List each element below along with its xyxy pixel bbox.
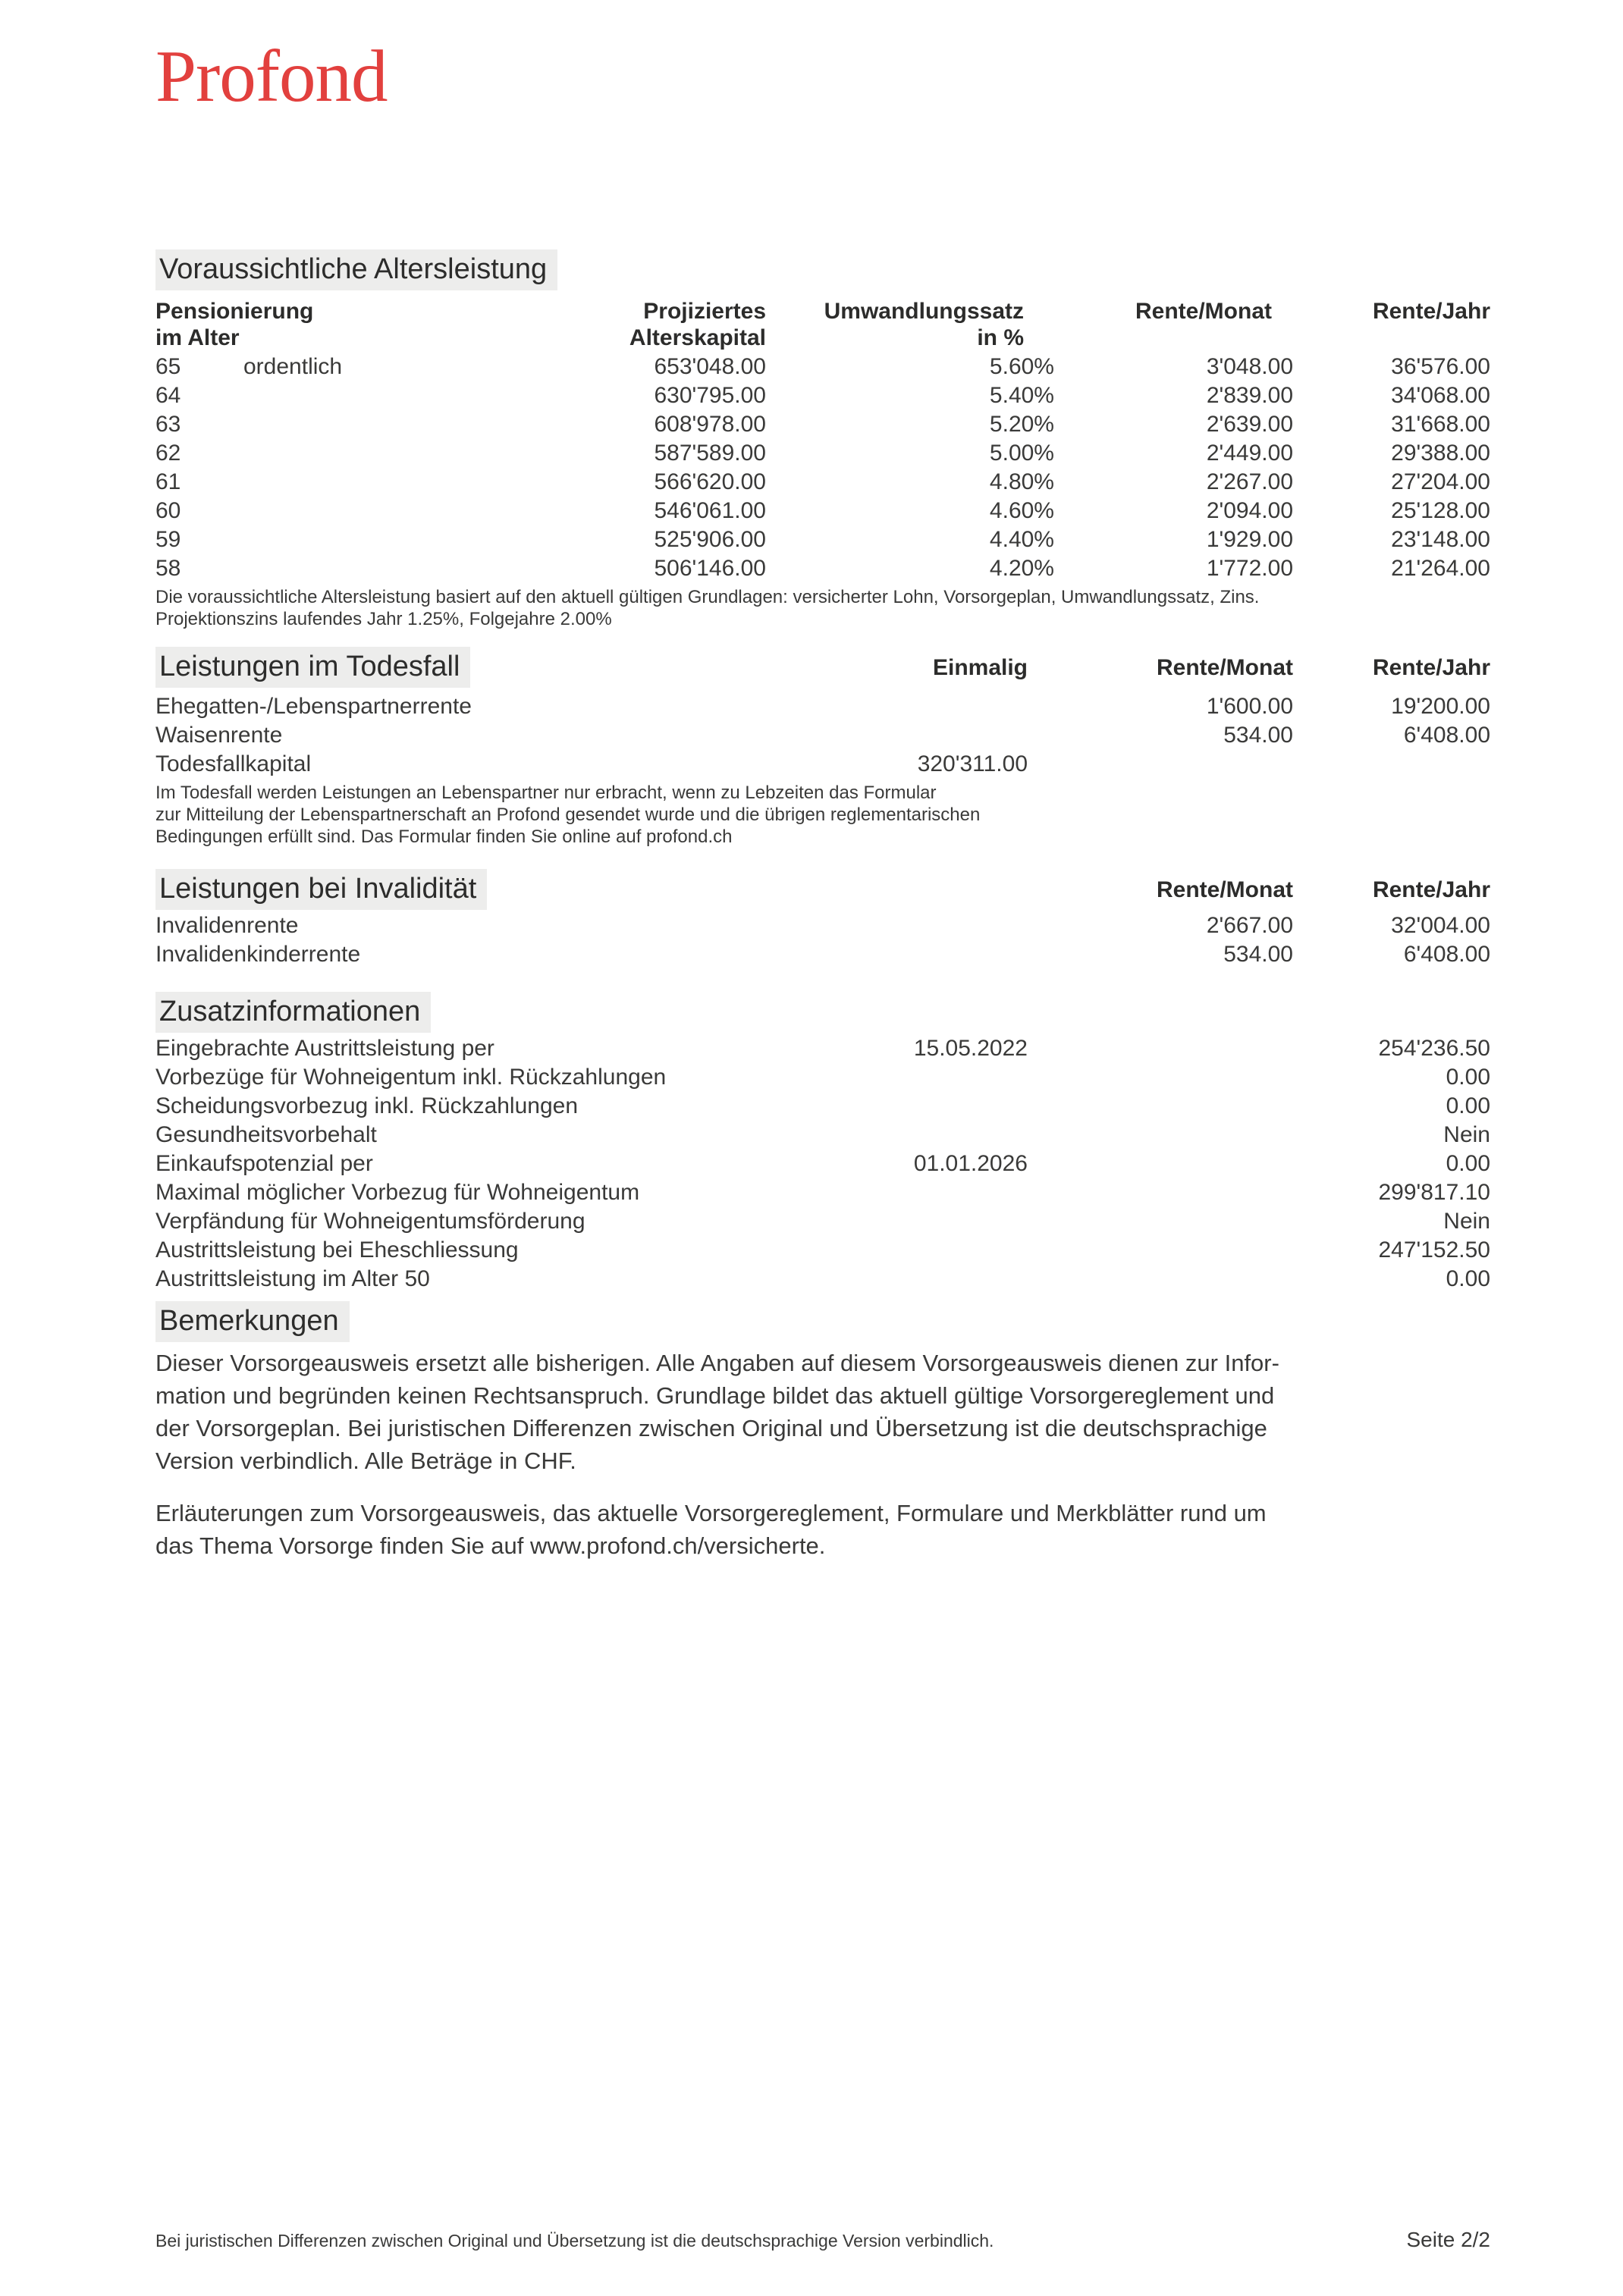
date-cell (766, 1063, 1028, 1092)
zusatzinformationen-row (155, 1178, 1490, 1207)
kapital-cell: 506'146.00 (654, 555, 766, 581)
value-cell: 254'236.50 (1378, 1035, 1490, 1061)
label-cell: Gesundheitsvorbehalt (155, 1121, 377, 1147)
section-title-bemerkungen: Bemerkungen (155, 1301, 350, 1342)
jahr-cell: 31'668.00 (1391, 411, 1490, 437)
section-todesfall (155, 647, 1490, 848)
todesfall-table-rows (155, 692, 1490, 779)
monat-cell: 2'839.00 (1206, 382, 1293, 408)
todesfall-header-row (155, 647, 1490, 688)
einmalig-cell: 320'311.00 (917, 751, 1028, 776)
footer-disclaimer: Bei juristischen Differenzen zwischen Original und Übersetzung ist die deutschsprachige Version verbindlich. (155, 2231, 994, 2251)
zusatzinformationen-table-rows (155, 1034, 1490, 1294)
note-cell (243, 468, 463, 497)
label-cell: Waisenrente (155, 722, 283, 748)
jahr-cell: 23'148.00 (1391, 526, 1490, 552)
altersleistung-table-rows (155, 353, 1490, 583)
satz-cell: 4.80% (989, 469, 1054, 494)
kapital-cell: 566'620.00 (654, 469, 766, 494)
monat-cell: 534.00 (1223, 722, 1293, 748)
value-cell: Nein (1443, 1121, 1490, 1147)
note-cell (243, 381, 463, 410)
label-cell: Eingebrachte Austrittsleistung per (155, 1035, 494, 1061)
monat-cell: 1'772.00 (1206, 555, 1293, 581)
monat-cell: 2'094.00 (1206, 497, 1293, 523)
altersleistung-row (155, 468, 1490, 497)
invaliditaet-row (155, 940, 1490, 969)
section-zusatzinformationen (155, 992, 1490, 1294)
footnote-line: Bedingungen erfüllt sind. Das Formular finden Sie online auf profond.ch (155, 826, 733, 847)
todesfall-row (155, 692, 1490, 721)
footnote-line: Die voraussichtliche Altersleistung basiert auf den aktuell gültigen Grundlagen: versicherter Lohn, Vorsorgeplan, Umwandlungssatz, Zins. (155, 586, 1260, 607)
zusatzinformationen-row (155, 1121, 1490, 1150)
zusatzinformationen-row (155, 1236, 1490, 1265)
jahr-cell: 21'264.00 (1391, 555, 1490, 581)
date-cell (766, 1178, 1028, 1207)
jahr-cell: 19'200.00 (1391, 693, 1490, 719)
label-cell: Ehegatten-/Lebenspartnerrente (155, 693, 472, 719)
kapital-cell: 525'906.00 (654, 526, 766, 552)
date-cell: 15.05.2022 (913, 1035, 1028, 1061)
note-cell (243, 410, 463, 439)
zusatzinformationen-row (155, 1034, 1490, 1063)
todesfall-row (155, 750, 1490, 779)
label-cell: Austrittsleistung im Alter 50 (155, 1266, 430, 1291)
jahr-cell: 25'128.00 (1391, 497, 1490, 523)
date-cell (766, 1092, 1028, 1121)
altersleistung-row (155, 381, 1490, 410)
header-rente-jahr: Rente/Jahr (1372, 298, 1490, 324)
note-cell (243, 497, 463, 525)
jahr-cell (1293, 750, 1490, 779)
monat-cell: 1'929.00 (1206, 526, 1293, 552)
kapital-cell: 653'048.00 (654, 353, 766, 379)
label-cell: Invalidenrente (155, 912, 299, 938)
footnote-line: Im Todesfall werden Leistungen an Lebenspartner nur erbracht, wenn zu Lebzeiten das Formular (155, 782, 937, 803)
altersleistung-row (155, 353, 1490, 381)
jahr-cell: 32'004.00 (1391, 912, 1490, 938)
page-footer (155, 2228, 1490, 2252)
zusatzinformationen-row (155, 1207, 1490, 1236)
value-cell: 0.00 (1446, 1093, 1490, 1118)
note-cell (243, 439, 463, 468)
jahr-cell: 36'576.00 (1391, 353, 1490, 379)
monat-cell: 3'048.00 (1206, 353, 1293, 379)
note-cell (243, 554, 463, 583)
header-rente-jahr: Rente/Jahr (1372, 654, 1490, 680)
note-cell: ordentlich (243, 353, 343, 379)
value-cell: 247'152.50 (1378, 1237, 1490, 1262)
paragraph-line: Dieser Vorsorgeausweis ersetzt alle bisherigen. Alle Angaben auf diesem Vorsorgeausweis dienen zur Infor- (155, 1349, 1279, 1376)
section-title-altersleistung: Voraussichtliche Altersleistung (155, 249, 557, 290)
kapital-cell: 630'795.00 (654, 382, 766, 408)
zusatzinformationen-row (155, 1265, 1490, 1294)
monat-cell: 2'449.00 (1206, 440, 1293, 466)
date-cell (766, 1207, 1028, 1236)
label-cell: Scheidungsvorbezug inkl. Rückzahlungen (155, 1093, 579, 1118)
note-cell (243, 525, 463, 554)
value-cell: 299'817.10 (1378, 1179, 1490, 1205)
zusatzinformationen-row (155, 1150, 1490, 1178)
altersleistung-row (155, 497, 1490, 525)
label-cell: Todesfallkapital (155, 751, 312, 776)
monat-cell: 2'267.00 (1206, 469, 1293, 494)
profond-logo: Profond (155, 36, 388, 117)
page-number: Seite 2/2 (1406, 2228, 1490, 2251)
footnote-line: zur Mitteilung der Lebenspartnerschaft an Profond gesendet wurde und die übrigen reglementarischen (155, 804, 981, 825)
monat-cell: 2'667.00 (1206, 912, 1293, 938)
monat-cell (1028, 750, 1293, 779)
invaliditaet-table-rows (155, 911, 1490, 969)
section-bemerkungen (155, 1301, 1490, 1562)
jahr-cell: 6'408.00 (1403, 722, 1490, 748)
jahr-cell: 6'408.00 (1403, 941, 1490, 967)
age-cell: 63 (155, 411, 181, 437)
age-cell: 59 (155, 526, 181, 552)
age-cell: 62 (155, 440, 181, 466)
footnote-line: Projektionszins laufendes Jahr 1.25%, Folgejahre 2.00% (155, 608, 612, 629)
date-cell: 01.01.2026 (913, 1150, 1028, 1176)
monat-cell: 2'639.00 (1206, 411, 1293, 437)
date-cell (766, 1121, 1028, 1150)
paragraph-line: Version verbindlich. Alle Beträge in CHF. (155, 1447, 576, 1474)
zusatzinformationen-row (155, 1063, 1490, 1092)
altersleistung-row (155, 554, 1490, 583)
altersleistung-footnote (155, 586, 1490, 630)
satz-cell: 5.40% (989, 382, 1054, 408)
altersleistung-table-header (155, 298, 1490, 351)
label-cell: Maximal möglicher Vorbezug für Wohneigentum (155, 1179, 640, 1205)
header-rente-monat: Rente/Monat (1135, 298, 1272, 324)
section-title-invaliditaet: Leistungen bei Invalidität (155, 869, 487, 910)
label-cell: Verpfändung für Wohneigentumsförderung (155, 1208, 585, 1234)
header-rente-monat: Rente/Monat (1157, 877, 1293, 902)
einmalig-cell (766, 721, 1028, 750)
value-cell: 0.00 (1446, 1150, 1490, 1176)
jahr-cell: 29'388.00 (1391, 440, 1490, 466)
kapital-cell: 587'589.00 (654, 440, 766, 466)
einmalig-cell (766, 692, 1028, 721)
date-cell (766, 1265, 1028, 1294)
header-alterskapital: Projiziertes Alterskapital (629, 298, 766, 350)
satz-cell: 4.20% (989, 555, 1054, 581)
paragraph-line: der Vorsorgeplan. Bei juristischen Differenzen zwischen Original und Übersetzung ist die deutschsprachige (155, 1414, 1267, 1441)
section-title-todesfall: Leistungen im Todesfall (155, 647, 470, 688)
monat-cell: 534.00 (1223, 941, 1293, 967)
invaliditaet-header-row (155, 869, 1490, 910)
satz-cell: 5.00% (989, 440, 1054, 466)
section-title-zusatzinformationen: Zusatzinformationen (155, 992, 431, 1033)
age-cell: 60 (155, 497, 181, 523)
satz-cell: 5.60% (989, 353, 1054, 379)
altersleistung-row (155, 410, 1490, 439)
satz-cell: 5.20% (989, 411, 1054, 437)
value-cell: Nein (1443, 1208, 1490, 1234)
bemerkungen-paragraph-2 (155, 1497, 1490, 1562)
todesfall-row (155, 721, 1490, 750)
age-cell: 65 (155, 353, 181, 379)
altersleistung-row (155, 439, 1490, 468)
header-rente-monat: Rente/Monat (1157, 654, 1293, 680)
paragraph-line: mation und begründen keinen Rechtsanspruch. Grundlage bildet das aktuell gültige Vorsorgereglement und (155, 1382, 1275, 1409)
value-cell: 0.00 (1446, 1064, 1490, 1090)
section-invaliditaet (155, 869, 1490, 969)
header-pensionierung: Pensionierung im Alter (155, 298, 314, 350)
label-cell: Einkaufspotenzial per (155, 1150, 373, 1176)
paragraph-line: das Thema Vorsorge finden Sie auf www.profond.ch/versicherte. (155, 1532, 826, 1559)
zusatzinformationen-row (155, 1092, 1490, 1121)
invaliditaet-row (155, 911, 1490, 940)
label-cell: Invalidenkinderrente (155, 941, 361, 967)
altersleistung-row (155, 525, 1490, 554)
jahr-cell: 27'204.00 (1391, 469, 1490, 494)
header-umwandlungssatz: Umwandlungssatz in % (824, 298, 1024, 350)
jahr-cell: 34'068.00 (1391, 382, 1490, 408)
todesfall-footnote (155, 782, 1490, 848)
age-cell: 61 (155, 469, 181, 494)
satz-cell: 4.60% (989, 497, 1054, 523)
satz-cell: 4.40% (989, 526, 1054, 552)
label-cell: Vorbezüge für Wohneigentum inkl. Rückzahlungen (155, 1064, 667, 1090)
kapital-cell: 546'061.00 (654, 497, 766, 523)
age-cell: 64 (155, 382, 181, 408)
section-altersleistung (155, 249, 1490, 630)
age-cell: 58 (155, 555, 181, 581)
date-cell (766, 1236, 1028, 1265)
label-cell: Austrittsleistung bei Eheschliessung (155, 1237, 519, 1262)
header-einmalig: Einmalig (932, 654, 1028, 680)
kapital-cell: 608'978.00 (654, 411, 766, 437)
paragraph-line: Erläuterungen zum Vorsorgeausweis, das aktuelle Vorsorgereglement, Formulare und Merkblätter rund um (155, 1499, 1267, 1526)
header-rente-jahr: Rente/Jahr (1372, 877, 1490, 902)
bemerkungen-paragraph-1 (155, 1347, 1490, 1477)
monat-cell: 1'600.00 (1206, 693, 1293, 719)
value-cell: 0.00 (1446, 1266, 1490, 1291)
